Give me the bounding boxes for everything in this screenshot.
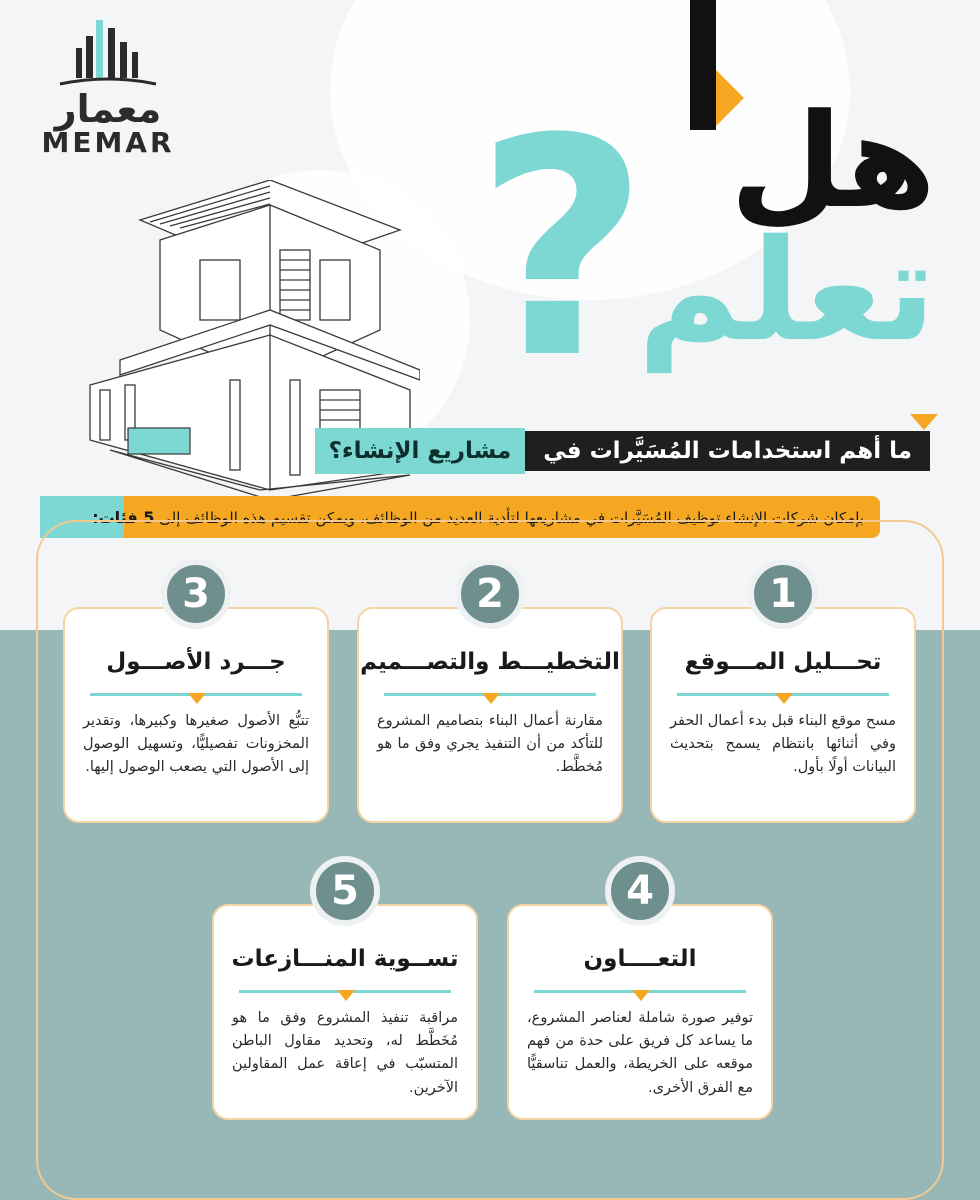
question-mark-graphic: ؟ [476, 75, 651, 424]
card-title: تســوية المنـــازعات [231, 946, 459, 972]
question-accent-triangle [910, 414, 938, 430]
card-title: جـــرد الأصـــول [106, 649, 286, 675]
card-title: التعــــاون [583, 946, 697, 972]
headline [416, 0, 936, 424]
card-number-badge: 2 [455, 559, 525, 629]
card-number-badge: 5 [310, 856, 380, 926]
brand-logo [38, 18, 178, 159]
intro-body: بإمكان شركات الإنشاء توظيف المُسَيَّرات في مشاريعها لتأدية العديد من الوظائف، ويمكن تقسيم هذه الوظائف إلى [154, 508, 864, 527]
question-text: ما أهم استخدامات المُسَيَّرات في [525, 431, 930, 471]
card-number-badge: 1 [748, 559, 818, 629]
question-banner [315, 428, 930, 474]
function-card [212, 868, 478, 1120]
brand-name-arabic: معمار [54, 87, 162, 131]
function-card [357, 571, 623, 823]
card-title: تحـــليل المـــوقع [684, 649, 882, 675]
function-card [63, 571, 329, 823]
card-body: توفير صورة شاملة لعناصر المشروع، ما يساعد كل فريق على حدة من فهم موقعه على الخريطة، والعمل تناسقيًّا مع الفرق الأخرى. [527, 1010, 753, 1096]
skyline-logo-icon [58, 18, 158, 88]
card-body: مسح موقع البناء قبل بدء أعمال الحفر وفي أثنائها بانتظام يسمح بتحديث البيانات أولًا بأول. [670, 713, 896, 776]
card-divider [239, 990, 451, 993]
question-highlight: مشاريع الإنشاء؟ [315, 428, 526, 474]
function-card [650, 571, 916, 823]
card-divider [90, 693, 302, 696]
headline-word-2: تعلم [637, 210, 936, 373]
headline-word-1: هل [729, 85, 936, 237]
card-body: مقارنة أعمال البناء بتصاميم المشروع للتأكد من أن التنفيذ يجري وفق ما هو مُخطَّط. [377, 713, 603, 776]
function-card [507, 868, 773, 1120]
intro-count: 5 فئات: [92, 507, 155, 527]
brand-name-english: MEMAR [41, 126, 175, 159]
title-accent-bar [690, 0, 716, 130]
card-divider [534, 990, 746, 993]
card-divider [384, 693, 596, 696]
card-number-badge: 3 [161, 559, 231, 629]
card-divider [677, 693, 889, 696]
card-body: مراقبة تنفيذ المشروع وفق ما هو مُخَطَّط له، وتحديد مقاول الباطن المتسبّب في إعاقة عمل المقاولين الآخرين. [232, 1010, 458, 1096]
card-number-badge: 4 [605, 856, 675, 926]
card-title: التخطيـــط والتصـــميم [360, 649, 620, 675]
card-body: تتبُّع الأصول صغيرها وكبيرها، وتقدير المخزونات تفصيليًّا، وتسهيل الوصول إلى الأصول التي يصعب الوصول إليها. [83, 713, 309, 776]
